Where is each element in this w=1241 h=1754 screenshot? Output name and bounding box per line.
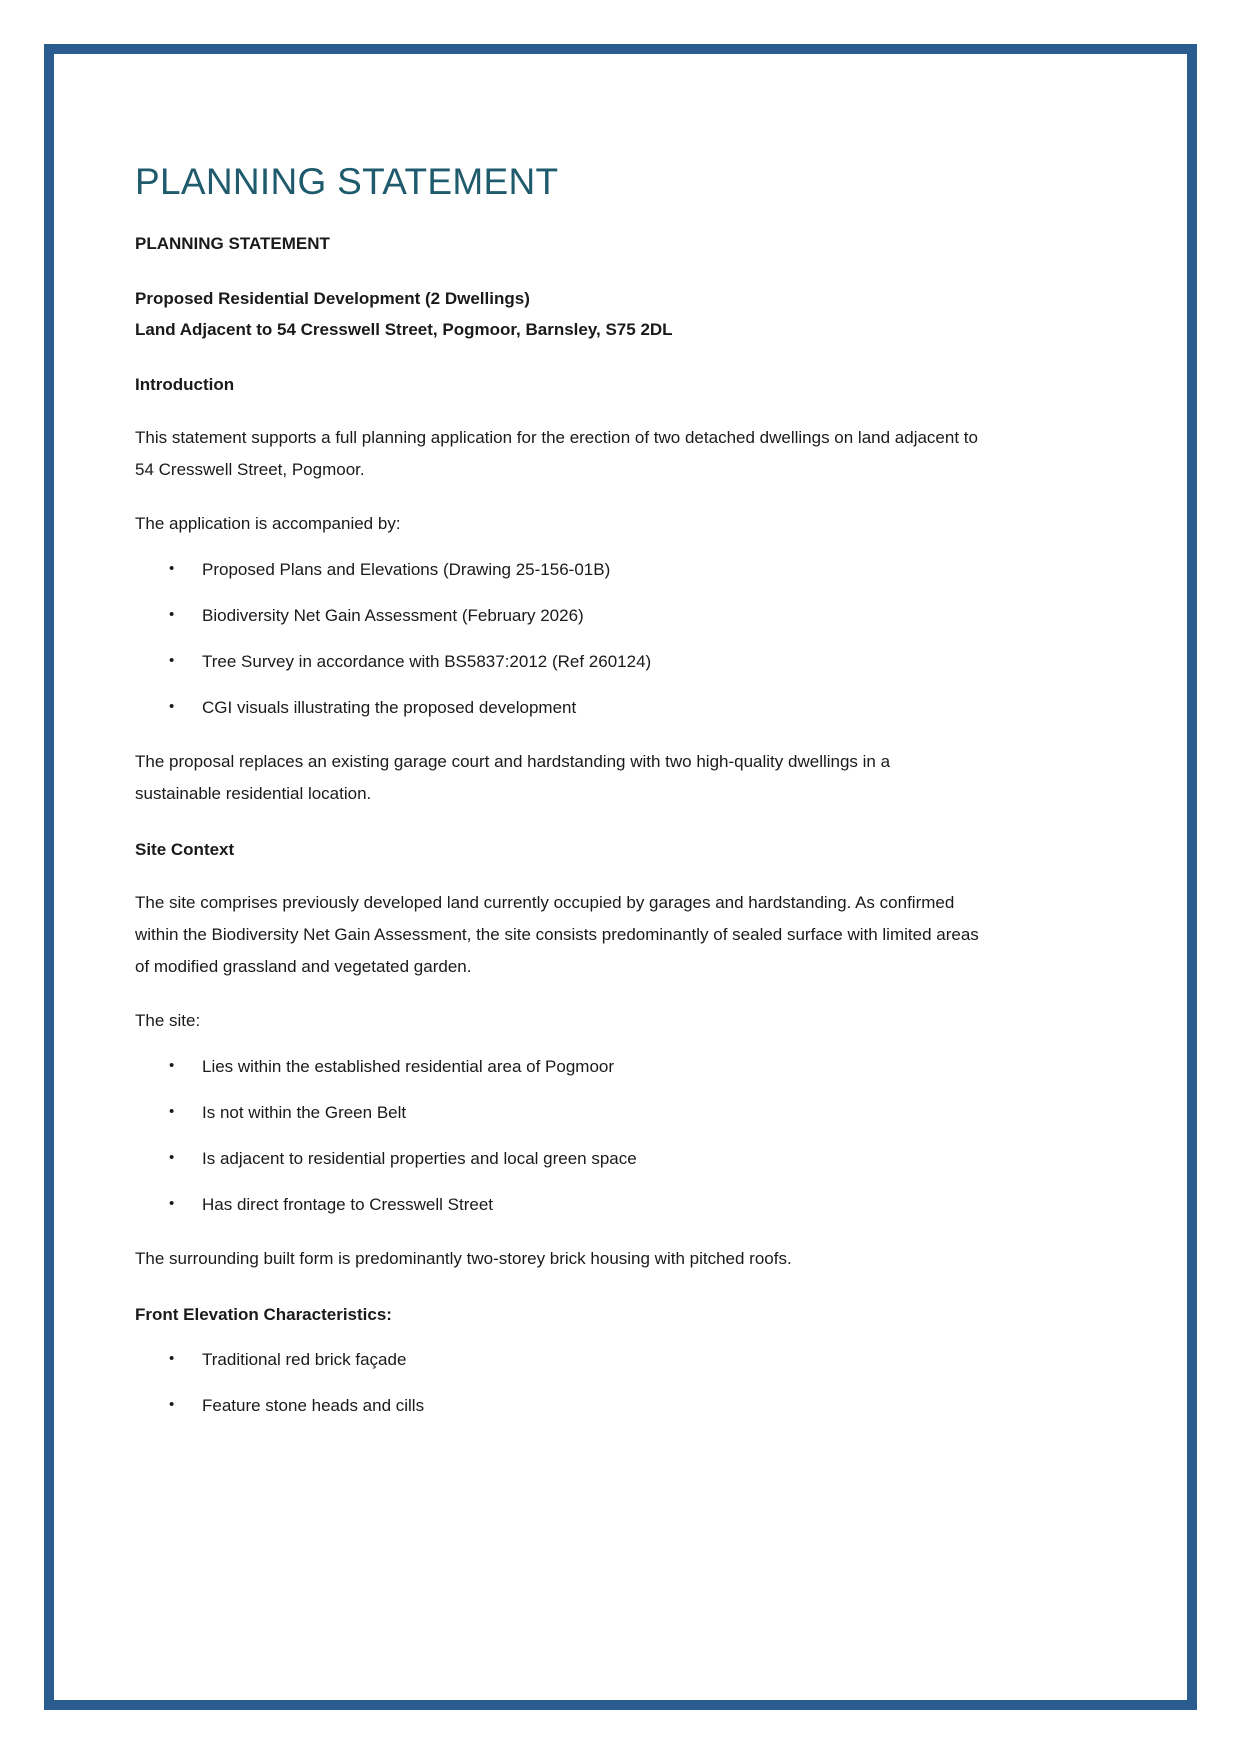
bullet-icon: • <box>169 1149 175 1166</box>
list-item <box>169 1097 980 1129</box>
section-heading-front-elevation: Front Elevation Characteristics: <box>135 1305 392 1324</box>
bullet-icon: • <box>169 652 175 669</box>
project-title <box>135 283 980 345</box>
paragraph-intro-2: The application is accompanied by: <box>135 514 401 533</box>
paragraph-site-3: The surrounding built form is predominantly two-storey brick housing with pitched roofs. <box>135 1249 792 1268</box>
list-item-text: CGI visuals illustrating the proposed development <box>202 698 577 717</box>
list-item <box>169 692 980 724</box>
section-heading-introduction: Introduction <box>135 375 235 394</box>
bullet-icon: • <box>169 1057 175 1074</box>
document-title: PLANNING STATEMENT <box>135 161 559 202</box>
list-item <box>169 554 980 586</box>
list-item-text: Traditional red brick façade <box>202 1350 407 1369</box>
list-item-text: Tree Survey in accordance with BS5837:2012 (Ref 260124) <box>202 652 652 671</box>
list-item <box>169 646 980 678</box>
project-title-line2: Land Adjacent to 54 Cresswell Street, Pogmoor, Barnsley, S75 2DL <box>135 320 673 339</box>
list-item <box>169 1390 980 1422</box>
project-title-line1: Proposed Residential Development (2 Dwellings) <box>135 289 530 308</box>
section-heading-site-context: Site Context <box>135 840 235 859</box>
bullet-icon: • <box>169 560 175 577</box>
paragraph-intro-3: The proposal replaces an existing garage court and hardstanding with two high-quality dwellings in a sustainable residential location. <box>135 752 891 803</box>
list-item-text: Is adjacent to residential properties and local green space <box>202 1149 637 1168</box>
application-documents-list <box>135 554 980 724</box>
statement-heading: PLANNING STATEMENT <box>135 234 330 253</box>
bullet-icon: • <box>169 1350 175 1367</box>
list-item-text: Biodiversity Net Gain Assessment (February 2026) <box>202 606 584 625</box>
bullet-icon: • <box>169 698 175 715</box>
list-item <box>169 1051 980 1083</box>
front-elevation-list <box>135 1344 980 1422</box>
paragraph-site-1: The site comprises previously developed land currently occupied by garages and hardstanding. As confirmed within the Biodiversity Net Gain Assessment, the site consists predominantly of sealed surface with limited areas of modified grassland and vegetated garden. <box>135 893 979 976</box>
paragraph-intro-1: This statement supports a full planning application for the erection of two detached dwellings on land adjacent to 54 Cresswell Street, Pogmoor. <box>135 428 978 479</box>
paragraph-site-2: The site: <box>135 1011 201 1030</box>
list-item <box>169 600 980 632</box>
list-item <box>169 1344 980 1376</box>
list-item <box>169 1143 980 1175</box>
list-item-text: Lies within the established residential area of Pogmoor <box>202 1057 615 1076</box>
list-item-text: Has direct frontage to Cresswell Street <box>202 1195 494 1214</box>
list-item-text: Proposed Plans and Elevations (Drawing 25-156-01B) <box>202 560 611 579</box>
document-content <box>135 160 980 1422</box>
bullet-icon: • <box>169 1103 175 1120</box>
bullet-icon: • <box>169 606 175 623</box>
list-item-text: Feature stone heads and cills <box>202 1396 425 1415</box>
list-item <box>169 1189 980 1221</box>
site-attributes-list <box>135 1051 980 1221</box>
bullet-icon: • <box>169 1396 175 1413</box>
bullet-icon: • <box>169 1195 175 1212</box>
list-item-text: Is not within the Green Belt <box>202 1103 407 1122</box>
